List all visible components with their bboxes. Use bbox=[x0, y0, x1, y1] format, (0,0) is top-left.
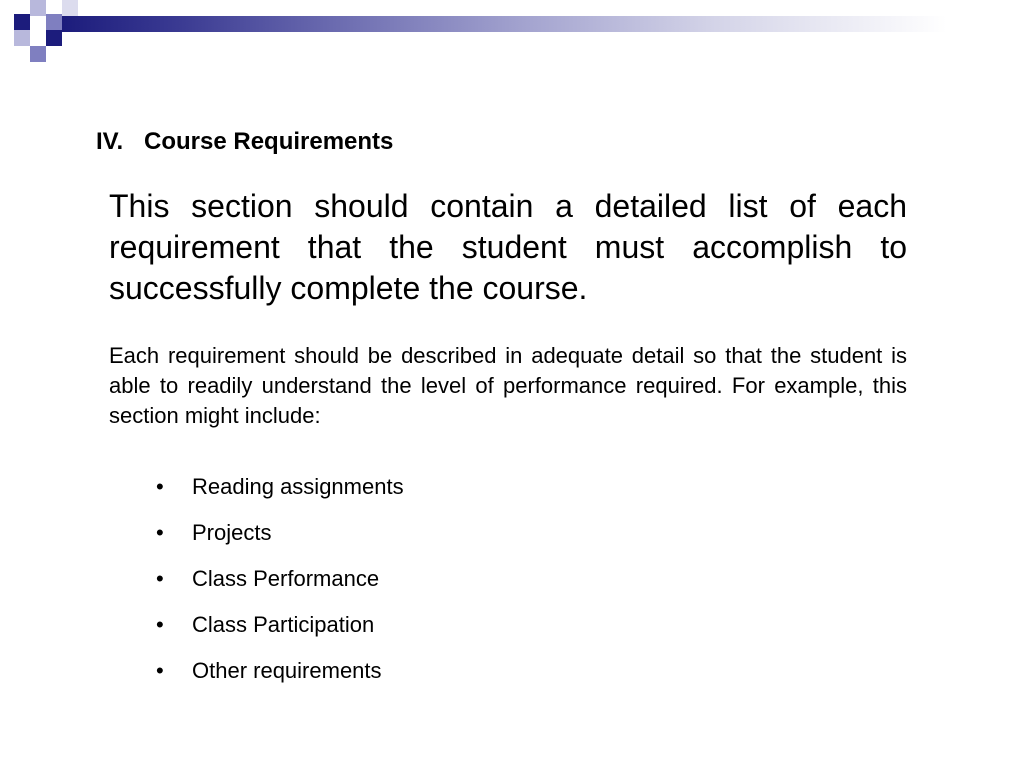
list-item-label: Reading assignments bbox=[192, 474, 404, 499]
slide-header-decoration bbox=[0, 0, 1024, 64]
bullet-icon: • bbox=[156, 658, 164, 683]
list-item bbox=[156, 656, 404, 702]
list-item-label: Other requirements bbox=[192, 658, 382, 683]
header-square bbox=[46, 30, 62, 46]
requirement-list bbox=[156, 472, 404, 702]
list-item bbox=[156, 518, 404, 564]
list-item bbox=[156, 610, 404, 656]
list-item-label: Class Performance bbox=[192, 566, 380, 591]
header-square bbox=[14, 30, 30, 46]
header-gradient-band bbox=[62, 16, 1024, 32]
section-heading bbox=[96, 128, 393, 156]
bullet-icon: • bbox=[156, 474, 164, 499]
header-square bbox=[30, 0, 46, 16]
header-square bbox=[62, 0, 78, 16]
header-square bbox=[30, 46, 46, 62]
header-square bbox=[46, 14, 62, 30]
bullet-icon: • bbox=[156, 566, 164, 591]
intro-paragraph: This section should contain a detailed list of each requirement that the student must accomplish to successfully complete the course. bbox=[109, 188, 907, 306]
detail-paragraph: Each requirement should be described in adequate detail so that the student is able to readily understand the level of performance required. For example, this section might include: bbox=[109, 343, 907, 428]
header-square bbox=[14, 14, 30, 30]
list-item-label: Class Participation bbox=[192, 612, 375, 637]
bullet-icon: • bbox=[156, 612, 164, 637]
section-title: Course Requirements bbox=[144, 128, 394, 155]
bullet-icon: • bbox=[156, 520, 164, 545]
list-item bbox=[156, 472, 404, 518]
list-item bbox=[156, 564, 404, 610]
list-item-label: Projects bbox=[192, 520, 272, 545]
section-number: IV. bbox=[96, 128, 124, 155]
